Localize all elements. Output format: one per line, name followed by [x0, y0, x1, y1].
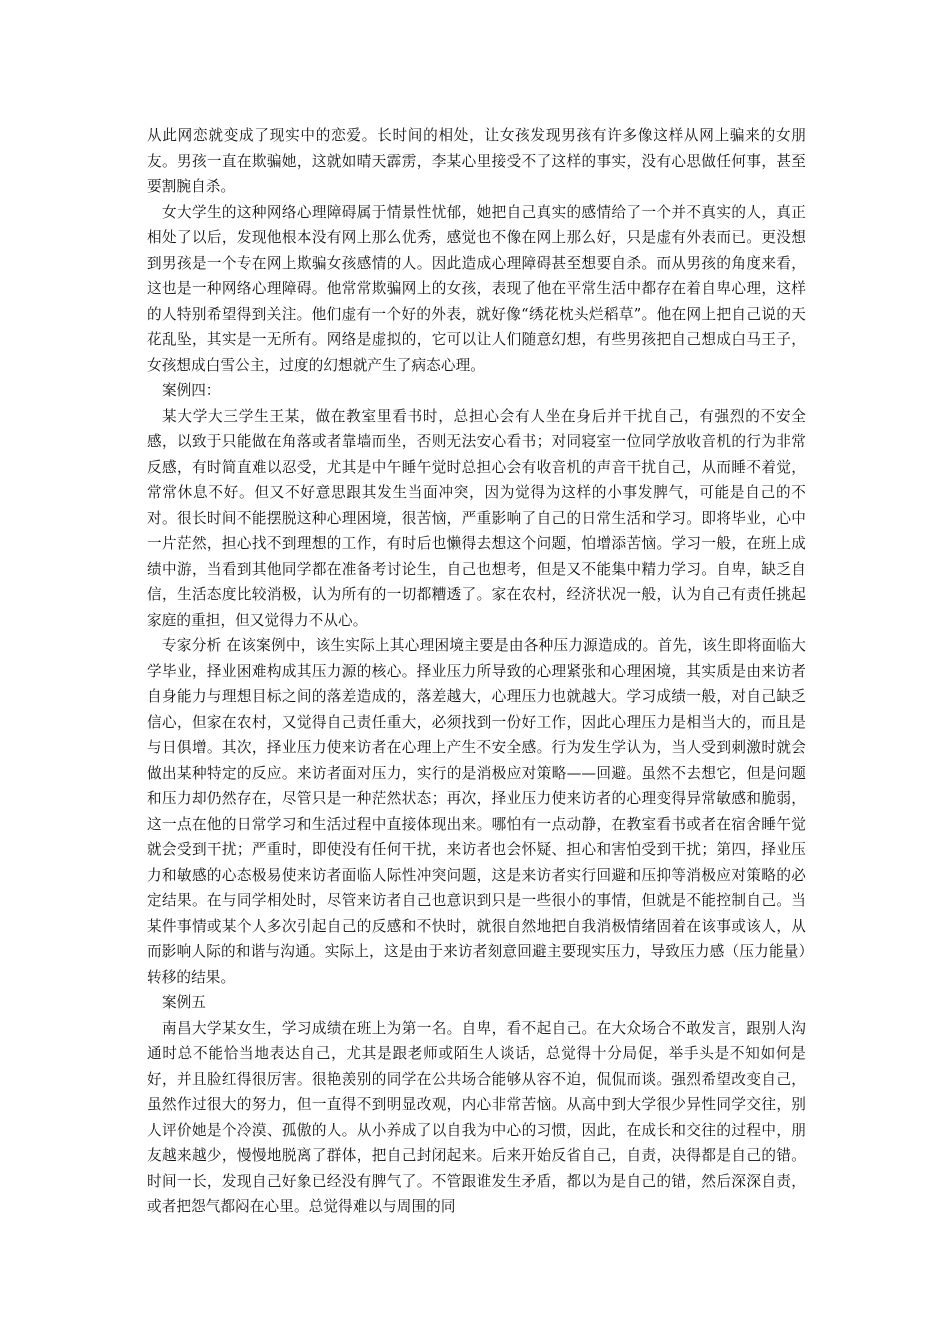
paragraph-case5-description: 南昌大学某女生，学习成绩在班上为第一名。自卑，看不起自己。在大众场合不敢发言，跟别人沟通时总不能恰当地表达自己，尤其是跟老师或陌生人谈话，总觉得十分局促，举手头是不知如何是好，并且脸红得很厉害。很艳羡别的同学在公共场合能够从容不迫，侃侃而谈。强烈希望改变自己，虽然作过很大的努力，但一直得不到明显改观，内心非常苦恼。从高中到大学很少异性同学交往，别人评价她是个冷漠、孤傲的人。从小养成了以自我为中心的习惯，因此，在成长和交往的过程中，朋友越来越少，慢慢地脱离了群体，把自己封闭起来。后来开始反省自己，自责，决得都是自己的错。时间一长，发现自己好象已经没有脾气了。不管跟谁发生矛盾，都以为是自己的错，然后深深自责，或者把怨气都闷在心里。总觉得难以与周围的同 — [147, 1019, 806, 1215]
paragraph-analysis-case3: 女大学生的这种网络心理障碍属于情景性忧郁，她把自己真实的感情给了一个并不真实的人，真正相处了以后，发现他根本没有网上那么优秀，感觉也不像在网上那么好，只是虚有外表而已。更没想到男孩是一个专在网上欺骗女孩感情的人。因此造成心理障碍甚至想要自杀。而从男孩的角度来看，这也是一种网络心理障碍。他常常欺骗网上的女孩，表现了他在平常生活中都存在着自卑心理，这样的人特别希望得到关注。他们虚有一个好的外表，就好像“绣花枕头烂稻草”。他在网上把自己说的天花乱坠，其实是一无所有。网络是虚拟的，它可以让人们随意幻想，有些男孩把自己想成白马王子，女孩想成白雪公主，过度的幻想就产生了病态心理。 — [147, 203, 806, 374]
case-five-heading: 案例五 — [162, 994, 206, 1011]
case-four-heading: 案例四： — [162, 382, 221, 399]
document-body — [147, 123, 806, 1220]
paragraph-continuation: 从此网恋就变成了现实中的恋爱。长时间的相处，让女孩发现男孩有许多像这样从网上骗来的女朋友。男孩一直在欺骗她，这就如晴天霹雳，李某心里接受不了这样的事实，没有心思做任何事，甚至要割腕自杀。 — [147, 127, 806, 195]
paragraph-expert-analysis: 专家分析 在该案例中，该生实际上其心理困境主要是由各种压力源造成的。首先，该生即将面临大学毕业，择业困难构成其压力源的核心。择业压力所导致的心理紧张和心理困境，其实质是由来访者自身能力与理想目标之间的落差造成的，落差越大，心理压力也就越大。学习成绩一般，对自己缺乏信心，但家在农村，又觉得自己责任重大，必须找到一份好工作，因此心理压力是相当大的，而且是与日俱增。其次，择业压力使来访者在心理上产生不安全感。行为发生学认为，当人受到刺激时就会做出某种特定的反应。来访者面对压力，实行的是消极应对策略——回避。虽然不去想它，但是问题和压力却仍然存在，尽管只是一种茫然状态；再次，择业压力使来访者的心理变得异常敏感和脆弱，这一点在他的日常学习和生活过程中直接体现出来。哪怕有一点动静，在教室看书或者在宿舍睡午觉就会受到干扰；严重时，即使没有任何干扰，来访者也会怀疑、担心和害怕受到干扰；第四，择业压力和敏感的心态极易使来访者面临人际性冲突问题，这是来访者实行回避和压抑等消极应对策略的必定结果。在与同学相处时，尽管来访者自己也意识到只是一些很小的事情，但就是不能控制自己。当某件事情或某个人多次引起自己的反感和不快时，就很自然地把自我消极情绪固着在该事或该人，从而影响人际的和谐与沟通。实际上，这是由于来访者刻意回避主要现实压力，导致压力感（压力能量）转移的结果。 — [147, 637, 806, 986]
paragraph-case4-description: 某大学大三学生王某，做在教室里看书时，总担心会有人坐在身后并干扰自己，有强烈的不安全感，以致于只能做在角落或者靠墙而坐，否则无法安心看书；对同寝室一位同学放收音机的行为非常反感，有时简直难以忍受，尤其是中午睡午觉时总担心会有收音机的声音干扰自己，从而睡不着觉，常常休息不好。但又不好意思跟其发生当面冲突，因为觉得为这样的小事发脾气，可能是自己的不对。很长时间不能摆脱这种心理困境，很苦恼，严重影响了自己的日常生活和学习。即将毕业，心中一片茫然，担心找不到理想的工作，有时后也懒得去想这个问题，怕增添苦恼。学习一般，在班上成绩中游，当看到其他同学都在准备考讨论生，自己也想考，但是又不能集中精力学习。自卑，缺乏自信，生活态度比较消极，认为所有的一切都糟透了。家在农村，经济状况一般，认为自己有责任挑起家庭的重担，但又觉得力不从心。 — [147, 407, 806, 629]
